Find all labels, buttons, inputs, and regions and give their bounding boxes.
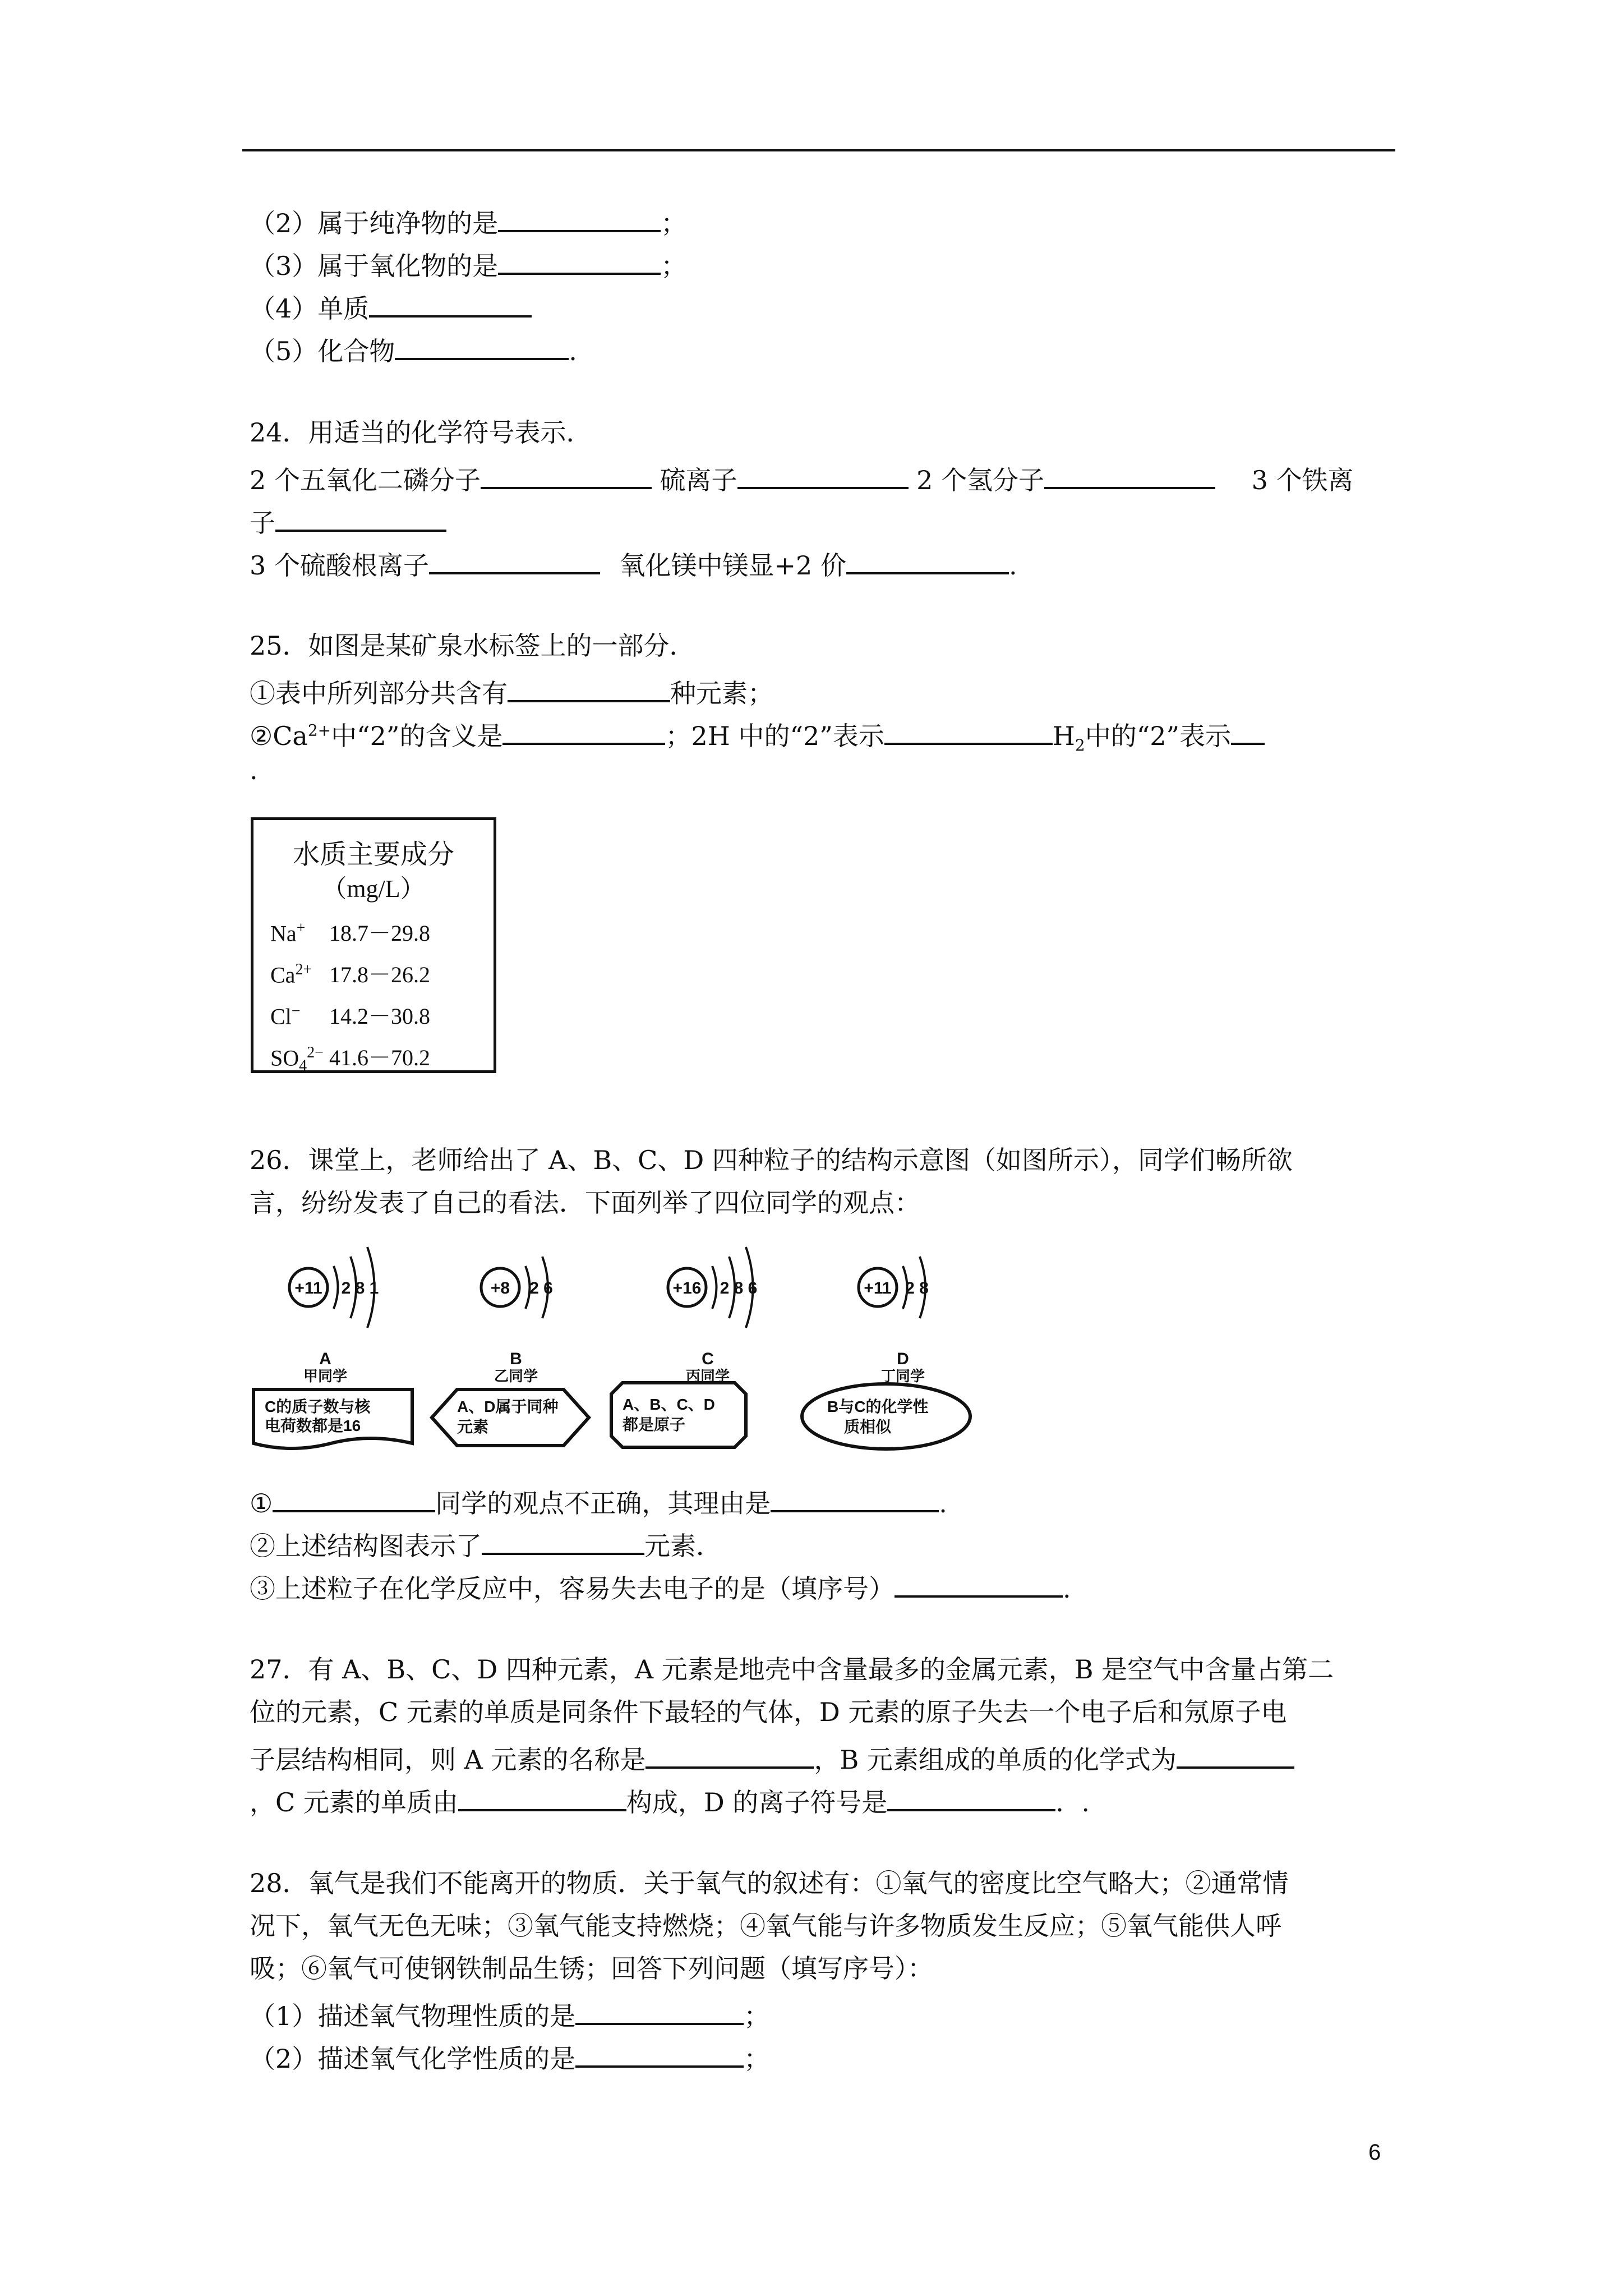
svg-text:2 8 6: 2 8 6: [720, 1279, 758, 1297]
mineral-water-label: [251, 817, 496, 1073]
opinion-jia: [253, 1389, 412, 1448]
svg-text:A: A: [319, 1350, 331, 1368]
answer-blank[interactable]: [575, 2041, 744, 2068]
answer-blank[interactable]: [429, 547, 600, 574]
q23-item2: （2）属于纯净物的是 ；: [250, 205, 686, 236]
q26-sub3: ③上述粒子在化学反应中，容易失去电子的是（填序号） .: [250, 1571, 1071, 1602]
q24-line3: 3 个硫酸根离子 氧化镁中镁显+2 价 .: [250, 547, 1017, 578]
q27-line3: 子层结构相同，则 A 元素的名称是 ，B 元素组成的单质的化学式为: [250, 1742, 1294, 1773]
q25-line2-end: .: [250, 755, 258, 785]
label-unit: （mg/L）: [322, 875, 425, 903]
label-row-cl: Cl− 14.2－30.8: [270, 1002, 430, 1029]
answer-blank[interactable]: [895, 1571, 1063, 1598]
svg-text:甲同学: 甲同学: [303, 1368, 348, 1384]
answer-blank[interactable]: [771, 1485, 939, 1512]
answer-blank[interactable]: [1177, 1742, 1294, 1769]
q25-title: 25．如图是某矿泉水标签上的一部分．: [250, 631, 695, 661]
atom-structure-figure: [241, 1231, 987, 1479]
q26-sub1: ① 同学的观点不正确，其理由是 .: [250, 1485, 947, 1516]
q27-line4: ，C 元素的单质由 构成，D 的离子符号是 ．.: [250, 1784, 1090, 1815]
page-number: 6: [1368, 2140, 1381, 2165]
answer-blank[interactable]: [482, 1528, 644, 1555]
atom-a-diagram: [289, 1247, 379, 1384]
answer-blank[interactable]: [1044, 462, 1215, 489]
svg-text:+16: +16: [672, 1279, 702, 1297]
svg-text:丙同学: 丙同学: [685, 1368, 730, 1384]
atom-c-diagram: [668, 1247, 757, 1384]
answer-blank[interactable]: [498, 205, 661, 232]
q23-item5: （5）化合物 .: [250, 333, 577, 364]
svg-text:质相似: 质相似: [844, 1418, 892, 1435]
answer-blank[interactable]: [884, 718, 1053, 745]
svg-text:都是原子: 都是原子: [623, 1416, 686, 1433]
answer-blank[interactable]: [498, 248, 661, 275]
q28-line1: 28．氧气是我们不能离开的物质．关于氧气的叙述有：①氧气的密度比空气略大；②通常情: [250, 1868, 1289, 1898]
q27-line1: 27．有 A、B、C、D 四种元素，A 元素是地壳中含量最多的金属元素，B 是空气中含量占第二: [250, 1654, 1334, 1685]
q24-line1: 2 个五氧化二磷分子 硫离子 2 个氢分子 3 个铁离: [250, 462, 1354, 493]
atom-d-diagram: [859, 1257, 929, 1384]
q28-sub2: （2）描述氧气化学性质的是 ；: [250, 2041, 769, 2072]
q23-item3: （3）属于氧化物的是 ；: [250, 248, 686, 279]
svg-text:B与C的化学性: B与C的化学性: [827, 1398, 929, 1415]
opinion-ding: [802, 1384, 970, 1449]
label-row-so4: $SO_4^{2-}$ 41.6－70.2: [270, 1043, 430, 1074]
atom-b-diagram: [481, 1257, 553, 1384]
answer-blank[interactable]: [846, 547, 1009, 574]
answer-blank[interactable]: [737, 462, 909, 489]
answer-blank[interactable]: [645, 1742, 814, 1769]
svg-text:乙同学: 乙同学: [494, 1368, 538, 1384]
q26-sub2: ②上述结构图表示了 元素．: [250, 1528, 722, 1559]
q28-line3: 吸；⑥氧气可使钢铁制品生锈；回答下列问题（填写序号）：: [250, 1953, 933, 1984]
answer-blank[interactable]: [395, 333, 569, 360]
answer-blank[interactable]: [275, 505, 446, 532]
svg-text:C的质子数与核: C的质子数与核: [265, 1398, 371, 1415]
q28-line2: 况下，氧气无色无味；③氧气能支持燃烧；④氧气能与许多物质发生反应；⑤氧气能供人呼: [250, 1911, 1281, 1941]
svg-text:电荷数都是16: 电荷数都是16: [265, 1417, 361, 1434]
svg-text:+11: +11: [294, 1279, 322, 1297]
svg-text:丁同学: 丁同学: [880, 1368, 925, 1384]
svg-text:+11: +11: [864, 1279, 892, 1297]
q27-line2: 位的元素，C 元素的单质是同条件下最轻的气体，D 元素的原子失去一个电子后和氖原子电: [250, 1697, 1287, 1727]
q28-sub1: （1）描述氧气物理性质的是 ；: [250, 1998, 769, 2029]
answer-blank[interactable]: [575, 1998, 744, 2025]
opinion-yi: [432, 1389, 589, 1446]
q24-title: 24．用适当的化学符号表示．: [250, 417, 592, 448]
q26-line2: 言，纷纷发表了自己的看法．下面列举了四位同学的观点：: [250, 1188, 920, 1218]
label-title: 水质主要成分: [292, 839, 454, 870]
answer-blank[interactable]: [1231, 718, 1265, 745]
header-rule: [242, 149, 1395, 151]
q24-line2: 子: [250, 505, 446, 536]
label-row-na: Na+ 18.7－29.8: [270, 919, 430, 946]
q23-item4: （4）单质: [250, 291, 532, 321]
svg-text:A、B、C、D: A、B、C、D: [623, 1396, 715, 1413]
q26-line1: 26．课堂上，老师给出了 A、B、C、D 四种粒子的结构示意图（如图所示），同学们畅所欲: [250, 1145, 1293, 1175]
answer-blank[interactable]: [369, 291, 532, 318]
svg-text:C: C: [702, 1350, 714, 1368]
answer-blank[interactable]: [273, 1485, 435, 1512]
label-row-ca: $Ca^{2+}$ 17.8－26.2: [270, 960, 430, 987]
answer-blank[interactable]: [481, 462, 652, 489]
svg-text:2 8: 2 8: [905, 1279, 929, 1297]
answer-blank[interactable]: [887, 1784, 1055, 1811]
svg-text:B: B: [510, 1350, 522, 1368]
svg-text:2 8 1: 2 8 1: [341, 1279, 379, 1297]
answer-blank[interactable]: [502, 718, 665, 745]
svg-text:+8: +8: [490, 1279, 510, 1297]
svg-text:A、D属于同种: A、D属于同种: [457, 1398, 559, 1415]
svg-text:2 6: 2 6: [529, 1279, 553, 1297]
svg-text:D: D: [897, 1350, 909, 1368]
svg-text:元素: 元素: [457, 1418, 489, 1435]
answer-blank[interactable]: [508, 675, 670, 702]
q25-line1: ①表中所列部分共含有 种元素；: [250, 675, 773, 706]
answer-blank[interactable]: [458, 1784, 626, 1811]
opinion-bing: [611, 1383, 746, 1447]
q25-line2: $②Ca^{2+}$中“2”的含义是 ；2H 中的“2”表示 $H_2$中的“2”表示: [250, 718, 1265, 753]
